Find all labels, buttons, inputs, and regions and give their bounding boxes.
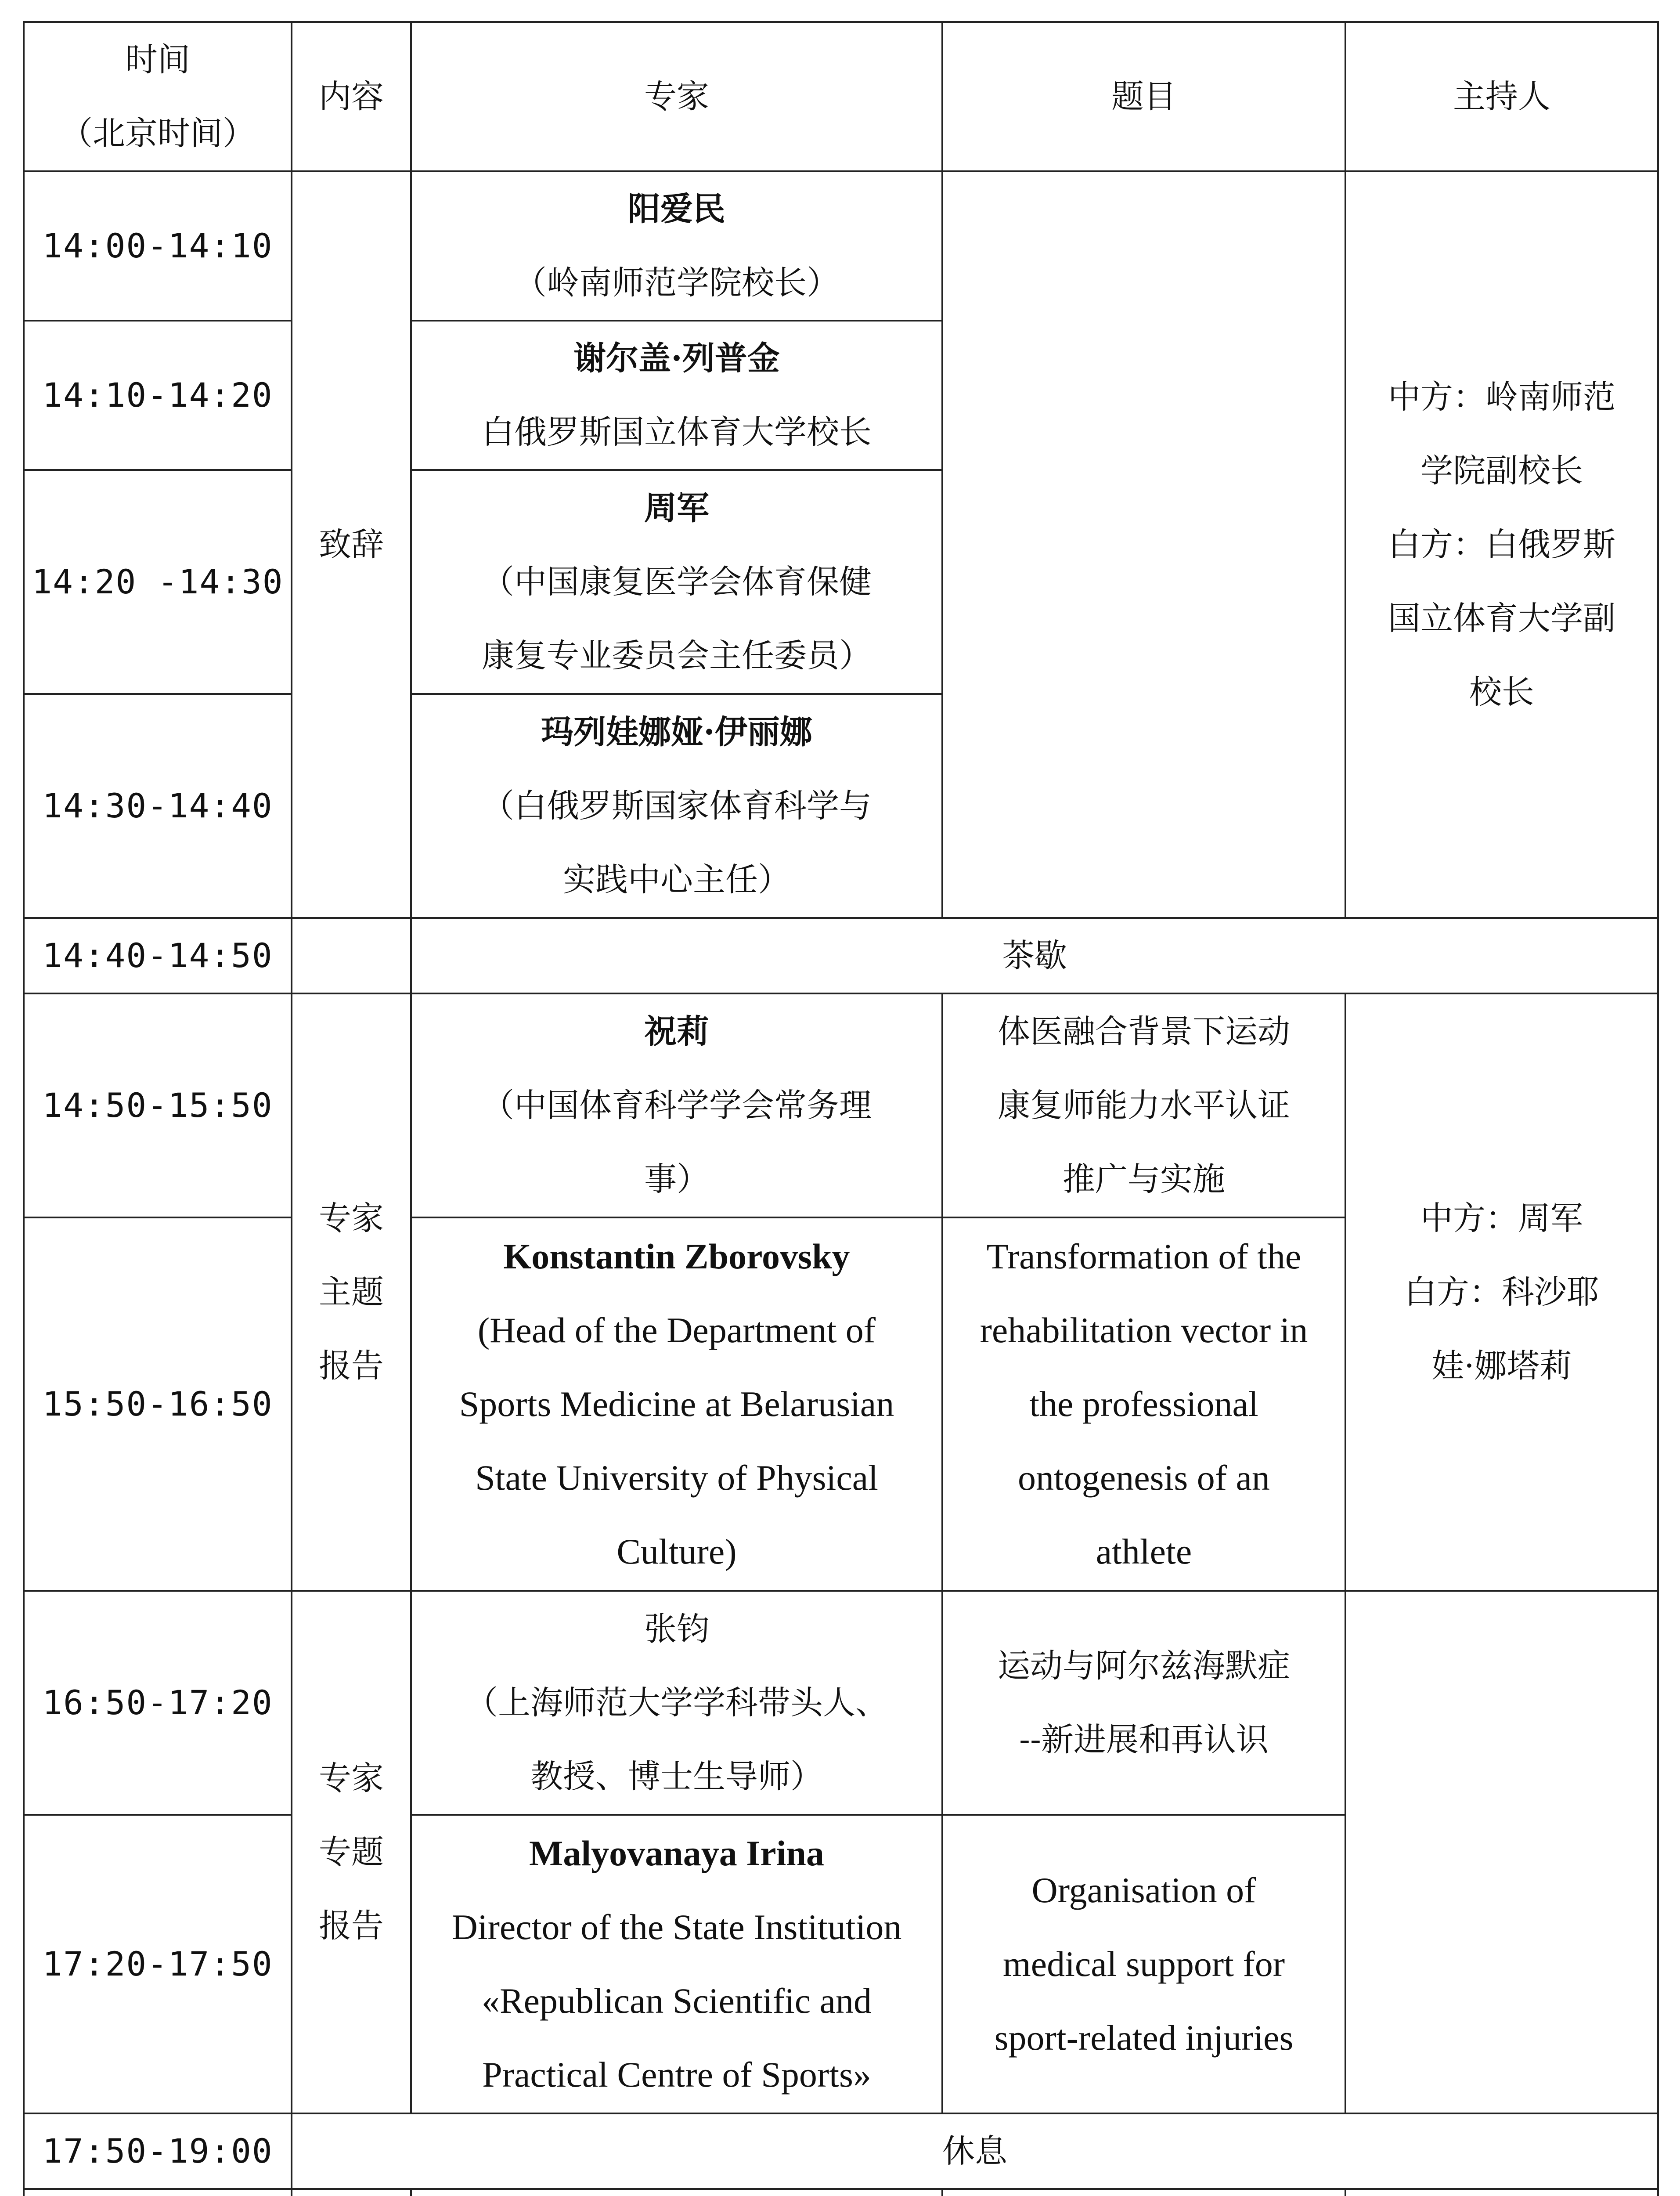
topic-cell — [942, 1217, 1345, 1591]
topic-cell — [942, 1815, 1345, 2113]
time-cell: 17:50-19:00 — [24, 2113, 292, 2189]
expert-title: （白俄罗斯国家体育科学与 — [482, 787, 872, 825]
content-cell-keynote — [292, 993, 411, 1591]
expert-title: «Republican Scientific and — [481, 1981, 872, 2021]
table-row — [24, 171, 1658, 321]
host-line: 中方：周军 — [1420, 1199, 1583, 1237]
content-line: 报告 — [319, 1347, 384, 1385]
time-cell: 14:50-15:50 — [24, 993, 292, 1217]
expert-title: Director of the State Institution — [451, 1907, 902, 1947]
topic-line: ontogenesis of an — [1018, 1458, 1270, 1498]
content-line: 主题 — [319, 1273, 384, 1311]
host-cell-opening — [1345, 171, 1658, 918]
table-row-rest — [24, 2113, 1658, 2189]
host-line: 校长 — [1469, 673, 1534, 711]
table-row — [24, 993, 1658, 1217]
topic-line: rehabilitation vector in — [980, 1310, 1308, 1350]
topic-line: 体医融合背景下运动 — [998, 1013, 1290, 1051]
expert-title: （上海师范大学学科带头人、 — [465, 1684, 888, 1722]
content-line: 专题 — [319, 1833, 384, 1871]
expert-cell — [411, 321, 942, 470]
topic-cell — [942, 993, 1345, 1217]
expert-title: Sports Medicine at Belarusian — [459, 1384, 894, 1424]
header-host: 主持人 — [1345, 22, 1658, 171]
topic-line: 推广与实施 — [1063, 1160, 1225, 1198]
expert-title: (Head of the Department of — [477, 1310, 876, 1350]
expert-title: 康复专业委员会主任委员） — [482, 637, 872, 675]
expert-title: Practical Centre of Sports» — [482, 2055, 871, 2095]
expert-title: State University of Physical — [475, 1458, 878, 1498]
content-line: 专家 — [319, 1759, 384, 1797]
content-line: 专家 — [319, 1199, 384, 1237]
expert-cell — [411, 1217, 942, 1591]
expert-name: 谢尔盖·列普金 — [573, 340, 780, 377]
topic-cell — [942, 2189, 1345, 2196]
expert-title: 事） — [644, 1160, 709, 1198]
topic-line: 康复师能力水平认证 — [998, 1087, 1290, 1124]
content-cell-opening: 致辞 — [292, 171, 411, 918]
time-cell — [24, 2189, 292, 2196]
host-cell — [1345, 2189, 1658, 2196]
topic-cell — [942, 1591, 1345, 1815]
host-cell-empty — [1345, 1591, 1658, 2113]
expert-title: （中国体育科学学会常务理 — [482, 1087, 872, 1124]
time-cell: 15:50-16:50 — [24, 1217, 292, 1591]
topic-line: athlete — [1096, 1531, 1192, 1571]
expert-name: Malyovanaya Irina — [529, 1833, 824, 1873]
time-cell: 14:00-14:10 — [24, 171, 292, 321]
table-row — [24, 2189, 1658, 2196]
table-row-tea-break — [24, 918, 1658, 993]
table-row — [24, 1591, 1658, 1815]
header-content: 内容 — [292, 22, 411, 171]
rest-label: 休息 — [292, 2113, 1658, 2189]
topic-line: medical support for — [1002, 1944, 1285, 1984]
host-line: 娃·娜塔莉 — [1431, 1347, 1572, 1385]
schedule-table — [23, 21, 1659, 2196]
time-cell: 14:30-14:40 — [24, 694, 292, 918]
topic-line: the professional — [1029, 1384, 1258, 1424]
topic-line: sport-related injuries — [994, 2018, 1294, 2058]
topic-line: 运动与阿尔兹海默症 — [998, 1647, 1290, 1685]
content-cell-special — [292, 1591, 411, 2113]
expert-cell — [411, 470, 942, 694]
content-cell — [292, 2189, 411, 2196]
expert-cell — [411, 1591, 942, 1815]
expert-title: 实践中心主任） — [563, 861, 790, 899]
expert-name: 周军 — [644, 489, 709, 527]
host-line: 白方：白俄罗斯 — [1388, 526, 1615, 563]
expert-cell — [411, 694, 942, 918]
header-expert: 专家 — [411, 22, 942, 171]
header-topic: 题目 — [942, 22, 1345, 171]
expert-name: 张钧 — [644, 1610, 709, 1648]
content-line: 报告 — [319, 1907, 384, 1945]
content-cell-empty — [292, 918, 411, 993]
topic-line: Organisation of — [1031, 1870, 1256, 1910]
expert-name: 玛列娃娜娅·伊丽娜 — [541, 713, 812, 751]
expert-cell — [411, 171, 942, 321]
header-time-label: 时间 — [125, 41, 190, 79]
header-time — [24, 22, 292, 171]
time-cell: 14:10-14:20 — [24, 321, 292, 470]
expert-title: 白俄罗斯国立体育大学校长 — [482, 413, 872, 451]
time-cell: 17:20-17:50 — [24, 1815, 292, 2113]
header-row — [24, 22, 1658, 171]
expert-name — [411, 2189, 942, 2196]
expert-title: 教授、博士生导师） — [530, 1758, 823, 1795]
time-cell: 16:50-17:20 — [24, 1591, 292, 1815]
expert-name: 阳爱民 — [628, 190, 725, 228]
host-cell-keynote — [1345, 993, 1658, 1591]
expert-title: （中国康复医学会体育保健 — [482, 563, 872, 601]
expert-cell — [411, 1815, 942, 2113]
expert-title: （岭南师范学院校长） — [514, 264, 839, 302]
host-line: 学院副校长 — [1420, 452, 1583, 490]
topic-line: --新进展和再认识 — [1019, 1721, 1269, 1759]
time-cell: 14:40-14:50 — [24, 918, 292, 993]
expert-name: Konstantin Zborovsky — [503, 1236, 850, 1276]
time-cell: 14:20 -14:30 — [24, 470, 292, 694]
expert-cell — [411, 993, 942, 1217]
topic-cell-empty — [942, 171, 1345, 918]
header-time-sublabel: （北京时间） — [60, 115, 255, 152]
tea-break-label: 茶歇 — [411, 918, 1658, 993]
expert-title: Culture) — [616, 1531, 737, 1571]
host-line: 白方：科沙耶 — [1404, 1273, 1599, 1311]
host-line: 国立体育大学副 — [1388, 600, 1615, 637]
topic-line: Transformation of the — [986, 1236, 1301, 1276]
host-line: 中方：岭南师范 — [1388, 378, 1615, 416]
expert-name: 祝莉 — [644, 1013, 709, 1051]
